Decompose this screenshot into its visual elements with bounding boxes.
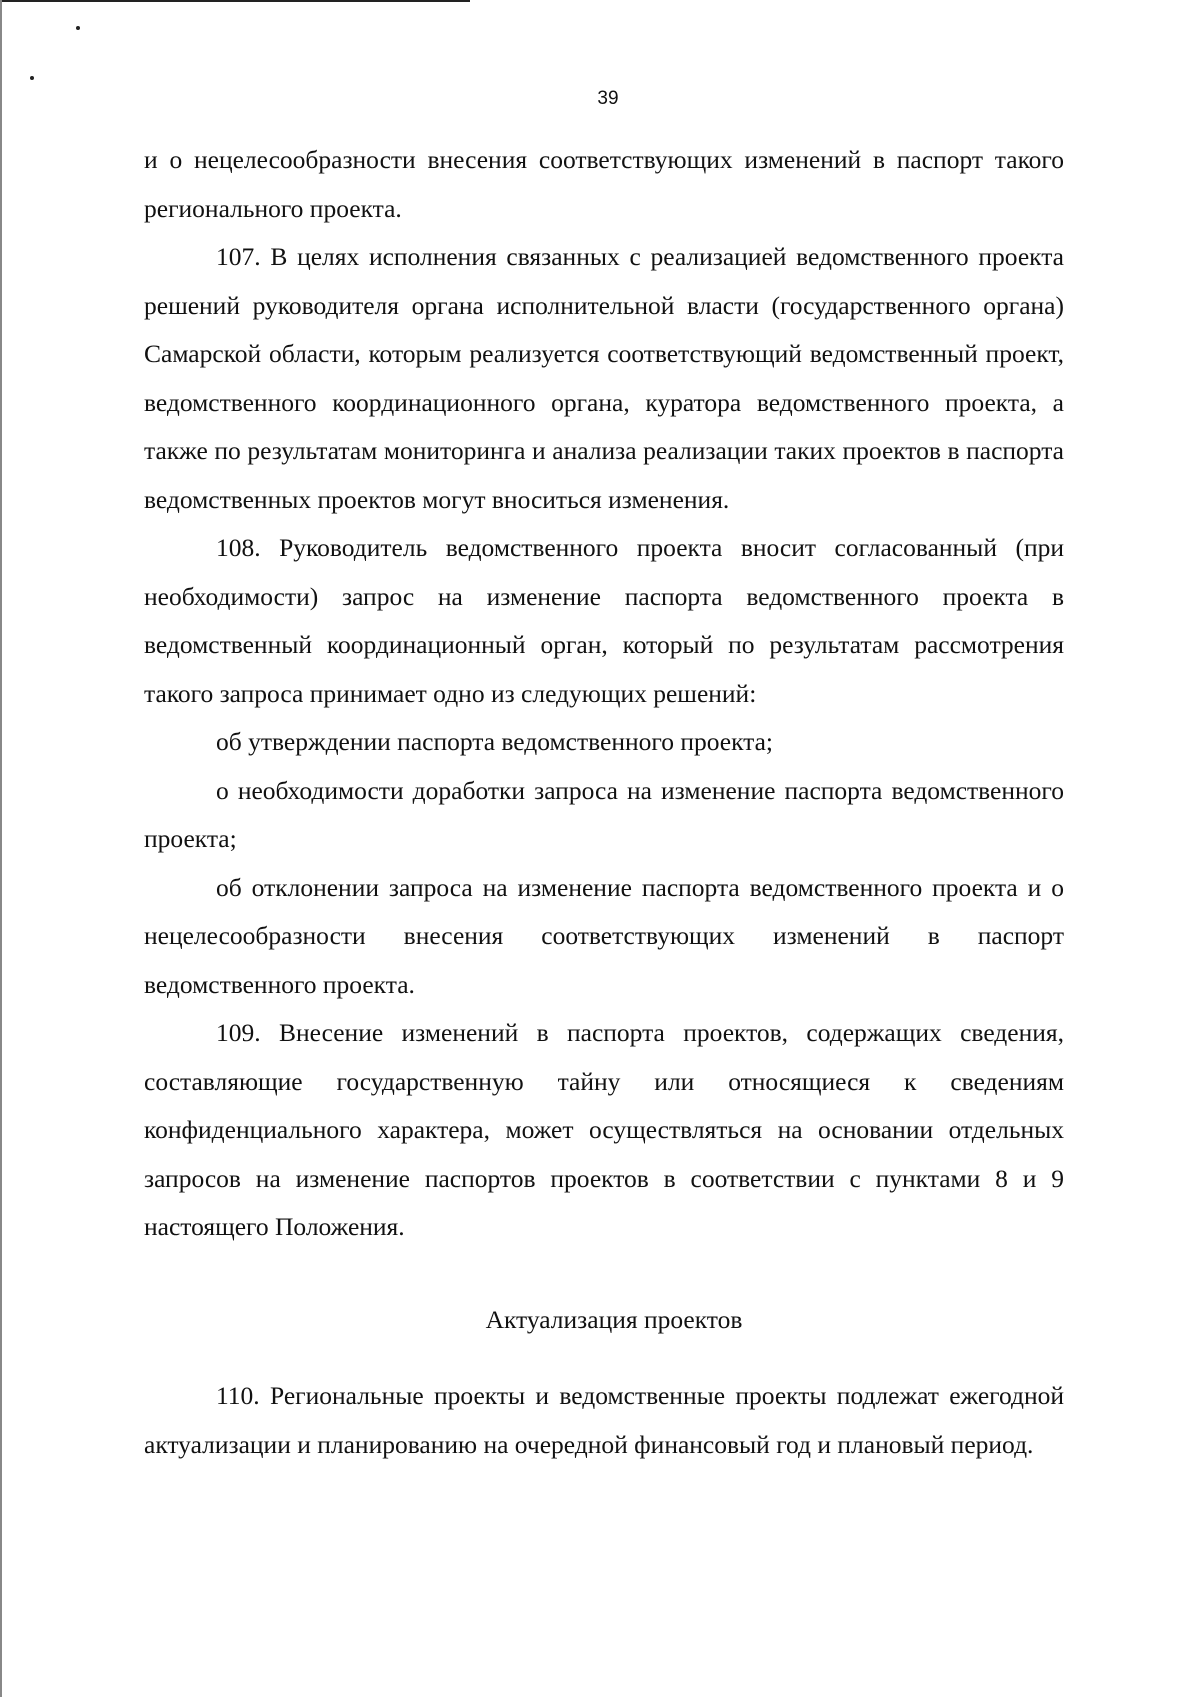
- paragraph-108-option-approve: об утверждении паспорта ведомственного проекта;: [216, 727, 774, 756]
- scan-edge-top: [0, 0, 470, 2]
- paragraph-108-option-reject: об отклонении запроса на изменение паспорта ведомственного проекта и о нецелесообразности внесения соответствующих изменений в паспорт ведомственного проекта.: [144, 872, 1064, 999]
- paragraph-108-option-revise: о необходимости доработки запроса на изменение паспорта ведомственного проекта;: [144, 775, 1064, 853]
- scan-speck: [30, 76, 34, 80]
- document-body: [144, 136, 1064, 1469]
- section-heading: Актуализация проектов: [485, 1304, 743, 1334]
- paragraph-108: 108. Руководитель ведомственного проекта вносит согласованный (при необходимости) запрос на изменение паспорта ведомственного проекта в ведомственный координационный орган, который по результатам рассмотрения такого запроса принимает одно из следующих решений:: [144, 533, 1064, 708]
- scan-speck: [76, 26, 80, 30]
- paragraph-109: 109. Внесение изменений в паспорта проектов, содержащих сведения, составляющие государственную тайну или относящиеся к сведениям конфиденциального характера, может осуществляться на основании отдельных запросов на изменение паспортов проектов в соответствии с пунктами 8 и 9 настоящего Положения.: [144, 1018, 1064, 1241]
- page-number: 39: [597, 88, 619, 109]
- paragraph-continuation: и о нецелесообразности внесения соответствующих изменений в паспорт такого регионального проекта.: [144, 145, 1064, 223]
- paragraph-110: 110. Региональные проекты и ведомственные проекты подлежат ежегодной актуализации и планированию на очередной финансовый год и плановый период.: [144, 1381, 1064, 1459]
- paragraph-107: 107. В целях исполнения связанных с реализацией ведомственного проекта решений руководителя органа исполнительной власти (государственного органа) Самарской области, которым реализуется соответствующий ведомственный проект, ведомственного координационного органа, куратора ведомственного проекта, а также по результатам мониторинга и анализа реализации таких проектов в паспорта ведомственных проектов могут вноситься изменения.: [144, 242, 1064, 514]
- scan-edge-left: [0, 0, 2, 1697]
